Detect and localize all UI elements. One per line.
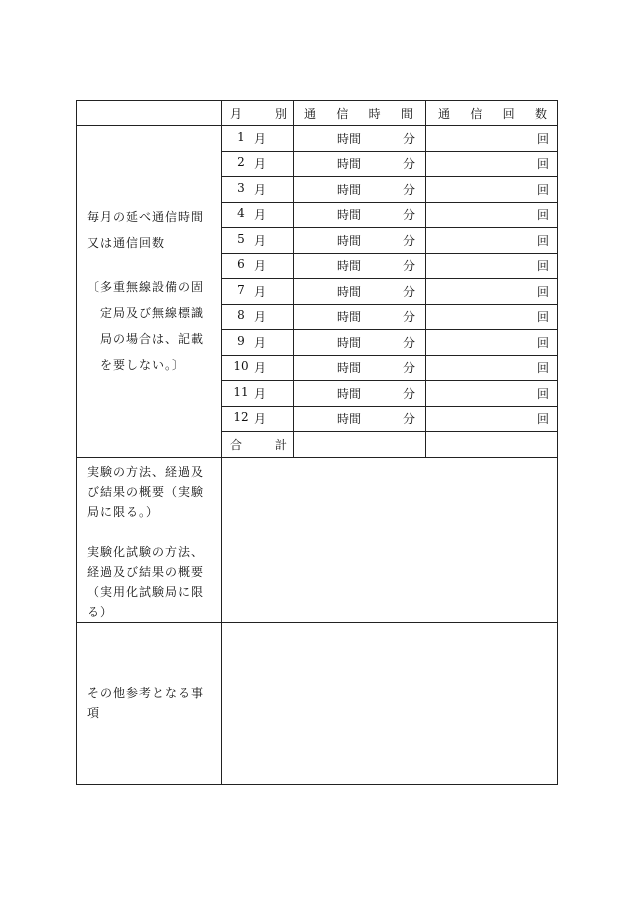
time-cell[interactable] bbox=[294, 330, 426, 356]
month-number: 8 bbox=[237, 308, 245, 323]
experiment-row bbox=[77, 457, 558, 622]
minutes-unit: 分 bbox=[402, 310, 415, 325]
month-number: 3 bbox=[237, 180, 245, 195]
count-cell[interactable] bbox=[426, 279, 558, 305]
month-cell bbox=[222, 381, 294, 407]
month-cell bbox=[222, 304, 294, 330]
month-number: 12 bbox=[233, 410, 249, 425]
practical-test-line: る） bbox=[87, 604, 114, 619]
monthly-usage-label bbox=[77, 204, 221, 378]
hours-unit: 時間 bbox=[336, 157, 361, 172]
month-number: 4 bbox=[237, 206, 245, 221]
month-unit: 月 bbox=[254, 157, 267, 172]
times-unit: 回 bbox=[536, 386, 549, 401]
times-unit: 回 bbox=[536, 361, 549, 376]
total-time-cell[interactable] bbox=[294, 432, 426, 458]
month-unit: 月 bbox=[254, 412, 267, 427]
count-cell[interactable] bbox=[426, 151, 558, 177]
minutes-unit: 分 bbox=[402, 361, 415, 376]
hours-unit: 時間 bbox=[336, 310, 361, 325]
minutes-unit: 分 bbox=[402, 259, 415, 274]
count-cell[interactable] bbox=[426, 126, 558, 152]
month-unit: 月 bbox=[254, 259, 267, 274]
practical-test-line: 実験化試験の方法、 bbox=[87, 544, 205, 559]
time-cell[interactable] bbox=[294, 228, 426, 254]
month-unit: 月 bbox=[254, 284, 267, 299]
label-line: 又は通信回数 bbox=[87, 236, 166, 251]
other-notes-line: その他参考となる事 bbox=[87, 686, 205, 700]
month-cell bbox=[222, 406, 294, 432]
hours-unit: 時間 bbox=[336, 131, 361, 146]
month-unit: 月 bbox=[254, 335, 267, 350]
times-unit: 回 bbox=[536, 182, 549, 197]
times-unit: 回 bbox=[536, 208, 549, 223]
month-number: 9 bbox=[237, 333, 245, 348]
month-unit: 月 bbox=[254, 386, 267, 401]
header-blank-cell bbox=[77, 101, 222, 126]
experiment-content-cell[interactable] bbox=[222, 457, 558, 622]
time-cell[interactable] bbox=[294, 202, 426, 228]
month-unit: 月 bbox=[254, 233, 267, 248]
spacer bbox=[87, 522, 215, 542]
month-cell bbox=[222, 151, 294, 177]
header-count-char: 通 bbox=[438, 106, 451, 121]
month-unit: 月 bbox=[254, 208, 267, 223]
header-month-char: 別 bbox=[274, 106, 287, 121]
time-cell[interactable] bbox=[294, 381, 426, 407]
minutes-unit: 分 bbox=[402, 131, 415, 146]
experiment-line: 局に限る。） bbox=[87, 504, 160, 519]
time-cell[interactable] bbox=[294, 304, 426, 330]
count-cell[interactable] bbox=[426, 177, 558, 203]
time-cell[interactable] bbox=[294, 126, 426, 152]
month-number: 2 bbox=[237, 155, 245, 170]
experiment-label-cell bbox=[77, 457, 222, 622]
minutes-unit: 分 bbox=[402, 157, 415, 172]
other-notes-row bbox=[77, 622, 558, 784]
note-line: 局の場合は、記載 bbox=[100, 332, 205, 347]
month-cell bbox=[222, 279, 294, 305]
times-unit: 回 bbox=[536, 310, 549, 325]
month-unit: 月 bbox=[254, 361, 267, 376]
hours-unit: 時間 bbox=[336, 412, 361, 427]
minutes-unit: 分 bbox=[402, 335, 415, 350]
hours-unit: 時間 bbox=[336, 233, 361, 248]
header-count-char: 回 bbox=[502, 106, 515, 121]
hours-unit: 時間 bbox=[336, 335, 361, 350]
month-number: 11 bbox=[233, 384, 249, 399]
minutes-unit: 分 bbox=[402, 233, 415, 248]
report-form-table bbox=[76, 100, 558, 785]
note-line: 定局及び無線標識 bbox=[100, 306, 205, 321]
month-unit: 月 bbox=[254, 310, 267, 325]
header-count-char: 信 bbox=[470, 106, 483, 121]
month-cell bbox=[222, 253, 294, 279]
header-count-cell bbox=[426, 101, 558, 126]
total-char: 合 bbox=[230, 437, 243, 452]
other-notes-content-cell[interactable] bbox=[222, 622, 558, 784]
monthly-usage-label-cell bbox=[77, 126, 222, 458]
month-number: 10 bbox=[233, 359, 249, 374]
count-cell[interactable] bbox=[426, 228, 558, 254]
count-cell[interactable] bbox=[426, 381, 558, 407]
practical-test-line: 経過及び結果の概要 bbox=[87, 564, 205, 579]
header-time-char: 時 bbox=[368, 106, 381, 121]
month-unit: 月 bbox=[254, 182, 267, 197]
total-count-cell[interactable] bbox=[426, 432, 558, 458]
header-count-char: 数 bbox=[534, 106, 547, 121]
other-notes-label-cell bbox=[77, 622, 222, 784]
month-cell bbox=[222, 228, 294, 254]
count-cell[interactable] bbox=[426, 253, 558, 279]
month-cell bbox=[222, 126, 294, 152]
times-unit: 回 bbox=[536, 284, 549, 299]
header-month-char: 月 bbox=[230, 106, 243, 121]
month-number: 6 bbox=[237, 257, 245, 272]
other-notes-line: 項 bbox=[87, 706, 101, 720]
header-time-char: 信 bbox=[336, 106, 349, 121]
count-cell[interactable] bbox=[426, 202, 558, 228]
hours-unit: 時間 bbox=[336, 259, 361, 274]
time-cell[interactable] bbox=[294, 177, 426, 203]
month-unit: 月 bbox=[254, 131, 267, 146]
hours-unit: 時間 bbox=[336, 361, 361, 376]
experiment-line: 実験の方法、経過及 bbox=[87, 464, 205, 479]
times-unit: 回 bbox=[536, 259, 549, 274]
hours-unit: 時間 bbox=[336, 182, 361, 197]
time-cell[interactable] bbox=[294, 253, 426, 279]
total-char: 計 bbox=[274, 437, 287, 452]
time-cell[interactable] bbox=[294, 151, 426, 177]
count-cell[interactable] bbox=[426, 304, 558, 330]
minutes-unit: 分 bbox=[402, 208, 415, 223]
header-month-cell bbox=[222, 101, 294, 126]
header-time-cell bbox=[294, 101, 426, 126]
hours-unit: 時間 bbox=[336, 284, 361, 299]
note-line: 〔多重無線設備の固 bbox=[87, 280, 205, 295]
hours-unit: 時間 bbox=[336, 386, 361, 401]
count-cell[interactable] bbox=[426, 330, 558, 356]
header-time-char: 通 bbox=[304, 106, 317, 121]
month-number: 1 bbox=[237, 129, 245, 144]
minutes-unit: 分 bbox=[402, 412, 415, 427]
month-cell bbox=[222, 177, 294, 203]
minutes-unit: 分 bbox=[402, 284, 415, 299]
exemption-note bbox=[87, 274, 213, 378]
month-number: 7 bbox=[237, 282, 245, 297]
count-cell[interactable] bbox=[426, 406, 558, 432]
month-cell bbox=[222, 355, 294, 381]
note-line: を要しない。〕 bbox=[100, 358, 186, 373]
month-cell bbox=[222, 202, 294, 228]
times-unit: 回 bbox=[536, 233, 549, 248]
count-cell[interactable] bbox=[426, 355, 558, 381]
total-label-cell bbox=[222, 432, 294, 458]
times-unit: 回 bbox=[536, 131, 549, 146]
minutes-unit: 分 bbox=[402, 386, 415, 401]
month-cell bbox=[222, 330, 294, 356]
month-row bbox=[77, 126, 558, 152]
practical-test-line: （実用化試験局に限 bbox=[87, 584, 205, 599]
label-line: 毎月の延べ通信時間 bbox=[87, 210, 205, 225]
month-number: 5 bbox=[237, 231, 245, 246]
time-cell[interactable] bbox=[294, 279, 426, 305]
header-time-char: 間 bbox=[400, 106, 413, 121]
times-unit: 回 bbox=[536, 412, 549, 427]
minutes-unit: 分 bbox=[402, 182, 415, 197]
hours-unit: 時間 bbox=[336, 208, 361, 223]
times-unit: 回 bbox=[536, 335, 549, 350]
header-row bbox=[77, 101, 558, 126]
time-cell[interactable] bbox=[294, 406, 426, 432]
experiment-line: び結果の概要（実験 bbox=[87, 484, 205, 499]
time-cell[interactable] bbox=[294, 355, 426, 381]
times-unit: 回 bbox=[536, 157, 549, 172]
